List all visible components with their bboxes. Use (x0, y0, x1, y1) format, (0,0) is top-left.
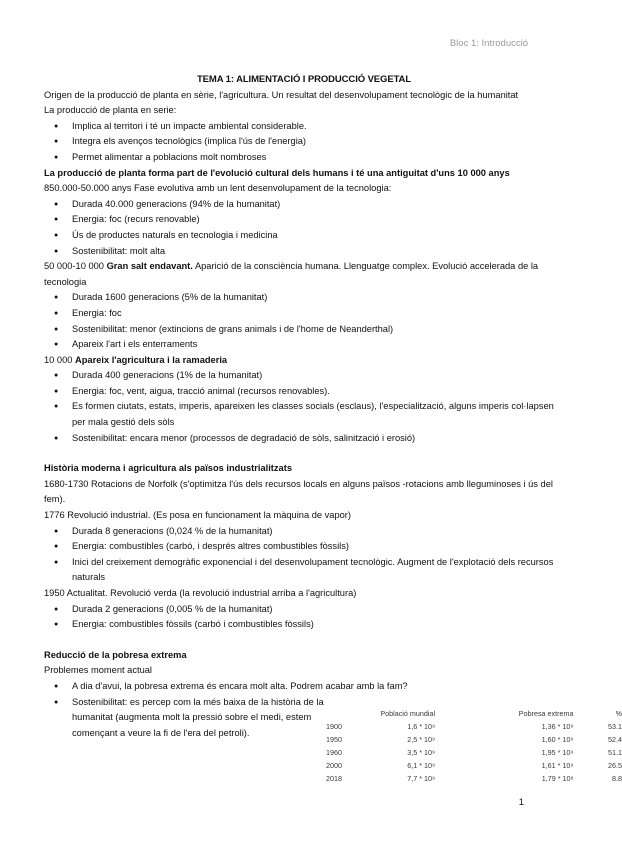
list-item: ● Durada 400 generacions (1% de la humanitat) (44, 368, 564, 384)
table-cell: 1,36 * 10⁹ (541, 722, 574, 731)
table-cell: 52.4 (608, 735, 622, 744)
table-cell: 2000 (326, 761, 342, 770)
list-item: ● Sostenibilitat: encara menor (processos de degradació de sòls, salinització i erosió) (44, 431, 564, 447)
table-header-row (322, 706, 622, 720)
table-row (322, 772, 622, 785)
table-cell: 1,60 * 10⁹ (541, 735, 574, 744)
list-item: ● Energia: foc (44, 306, 564, 322)
poverty-heading: Reducció de la pobresa extrema (44, 649, 187, 660)
period1-label: 850.000-50.000 anys Fase evolutiva amb un lent desenvolupament de la tecnologia: (44, 183, 392, 194)
running-header: Bloc 1: Introducció (449, 38, 528, 49)
table-cell: 1900 (326, 722, 342, 731)
table-cell: 51.1 (608, 748, 622, 757)
list-item: ● Durada 8 generacions (0,024 % de la humanitat) (44, 524, 564, 540)
evolution-heading: La producció de planta forma part de l'evolució cultural dels humans i té una antiguitat d'uns 10 000 anys (44, 167, 510, 178)
period3-years: 10 000 (44, 354, 73, 365)
period3-bold: Apareix l'agricultura i la ramaderia (75, 354, 228, 365)
table-cell: 8.8 (612, 774, 622, 783)
period2-bold: Gran salt endavant. (106, 261, 193, 272)
poverty-table (322, 706, 622, 785)
page-title: TEMA 1: ALIMENTACIÓ I PRODUCCIÓ VEGETAL (196, 74, 412, 85)
list-item: ● Sostenibilitat: menor (extincions de grans animals i de l'home de Neanderthal) (44, 322, 564, 338)
table-cell: 53.1 (608, 722, 622, 731)
table-cell: 26.5 (608, 761, 622, 770)
period1-list (44, 197, 564, 259)
list-item: ● Ús de productes naturals en tecnologia i medicina (44, 228, 564, 244)
modern-p1: 1680-1730 Rotacions de Norfolk (s'optimitza l'ús dels recursos locals en alguns països -rotacions amb lleguminoses i ús del fem). (44, 478, 553, 505)
list-item: ● Energia: combustibles (carbó, i després altres combustibles fòssils) (44, 539, 564, 555)
table-cell: 2018 (326, 774, 342, 783)
list-item: ● Es formen ciutats, estats, imperis, apareixen les classes socials (esclaus), l'especialització, alguns imperis col·lapsen per mala gestió dels sòls (44, 399, 564, 430)
period2-paragraph (44, 259, 564, 290)
list-item: ● Durada 1600 generacions (5% de la humanitat) (44, 290, 564, 306)
table-cell: 7,7 * 10⁹ (407, 774, 436, 783)
table-cell: 1,79 * 10⁸ (541, 774, 574, 783)
period2-list (44, 290, 564, 352)
list-item: ● Durada 40.000 generacions (94% de la humanitat) (44, 197, 564, 213)
list-item: ● Sostenibilitat: molt alta (44, 244, 564, 260)
list-item: ● Permet alimentar a poblacions molt nombroses (44, 150, 564, 166)
list-item: ● Energia: combustibles fòssils (carbó i combustibles fòssils) (44, 617, 564, 633)
table-header (322, 706, 364, 720)
modern-p2: 1776 Revolució industrial. (Es posa en funcionament la màquina de vapor) (44, 510, 351, 521)
period3-list (44, 368, 564, 446)
list-item: ● Integra els avenços tecnològics (implica l'ús de l'energia) (44, 134, 564, 150)
modern-p3: 1950 Actualitat. Revolució verda (la revolució industrial arriba a l'agricultura) (44, 588, 357, 598)
list-item: ● Implica al territori i té un impacte ambiental considerable. (44, 119, 564, 135)
modern-list3 (44, 602, 564, 633)
period2-rest: Aparició de la consciència humana. Llenguatge complex. Evolució accelerada de la tecnologia (44, 261, 539, 287)
serie-list (44, 119, 564, 166)
table-cell: 1960 (326, 748, 342, 757)
table-cell: 1,95 * 10⁹ (541, 748, 574, 757)
poverty-sub: Problemes moment actual (44, 665, 152, 676)
table-cell: 1,61 * 10⁹ (541, 761, 574, 770)
table-row (322, 746, 622, 759)
table-header: Població mundial (380, 708, 436, 718)
document-body (44, 72, 564, 741)
table-row (322, 733, 622, 746)
list-item: ● Durada 2 generacions (0,005 % de la humanitat) (44, 602, 564, 618)
table-header: Pobresa extrema (518, 708, 574, 718)
serie-heading: La producció de planta en serie: (44, 105, 177, 116)
list-item: ● Inici del creixement demogràfic exponencial i del desenvolupament tecnològic. Augment de l'explotació dels recursos naturals (44, 555, 564, 586)
list-item: ● Energia: foc, vent, aigua, tracció animal (recursos renovables). (44, 384, 564, 400)
table-cell: 1,6 * 10⁹ (407, 722, 436, 731)
table-cell: 2,5 * 10⁹ (407, 735, 436, 744)
intro-paragraph: Origen de la producció de planta en sèrie, l'agricultura. Un resultat del desenvolupament tecnològic de la humanitat (44, 89, 519, 100)
period2-years: 50 000-10 000 (44, 261, 104, 272)
table-row (322, 759, 622, 772)
list-item: ● Apareix l'art i els enterraments (44, 337, 564, 353)
table-cell: 1950 (326, 735, 342, 744)
page-number: 1 (518, 797, 524, 808)
list-item: ● Energia: foc (recurs renovable) (44, 212, 564, 228)
table-header: % (615, 708, 622, 718)
list-item: ● A dia d'avui, la pobresa extrema és encara molt alta. Podrem acabar amb la fam? (44, 679, 564, 695)
table-cell: 3,5 * 10⁹ (407, 748, 436, 757)
list-item: ● Sostenibilitat: es percep com la més baixa de la història de la humanitat (augmenta molt la pressió sobre el medi, estem començant a veure la fi de l'era del petroli). (44, 695, 337, 742)
period3-paragraph (44, 353, 564, 369)
modern-list2 (44, 524, 564, 586)
modern-heading: Història moderna i agricultura als països industrialitzats (44, 463, 292, 474)
table-row (322, 720, 622, 733)
table-cell: 6,1 * 10⁹ (407, 761, 436, 770)
